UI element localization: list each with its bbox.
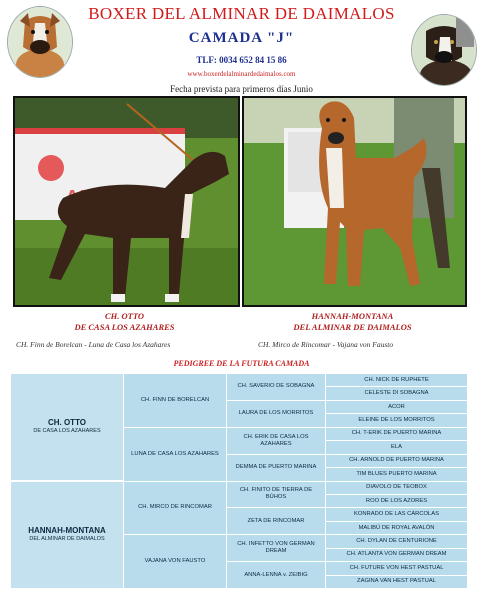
dam-name: HANNAH-MONTANA — [311, 311, 394, 321]
pedigree-dam-mother: VAJANA VON FAUSTO — [124, 535, 227, 589]
litter-title: CAMADA "J" — [188, 30, 295, 46]
sire-photo — [13, 96, 240, 307]
pedigree-gp-8: ANNA-LENNA v. ZEIBIG — [227, 562, 326, 589]
pedigree-title: PEDIGREE DE LA FUTURA CAMADA — [173, 359, 310, 368]
dam-fawn-boxer-image — [244, 98, 465, 305]
sire-lineage: CH. Finn de Borelcan - Luna de Casa los Azahares — [16, 340, 171, 349]
pedigree-ggp-8: TIM BLUES PUERTO MARINA — [326, 468, 468, 481]
expected-date-note: Fecha prevista para primeros días Junio — [170, 84, 313, 94]
pedigree-gp-6: ZETA DE RINCOMAR — [227, 508, 326, 535]
dam-lineage: CH. Mirco de Rincomar - Vajana von Fausto — [258, 340, 394, 349]
sire-pedigree-cell — [11, 374, 124, 482]
pedigree-sire-mother: LUNA DE CASA LOS AZAHARES — [124, 427, 227, 481]
pedigree-ggp-2: CELESTE DI SOBAGNA — [326, 387, 468, 400]
website-link[interactable]: www.boxerdelalminardedaimalos.com — [187, 70, 296, 78]
pedigree-gp-4: DEMMA DE PUERTO MARINA — [227, 454, 326, 481]
pedigree-ggp-1: CH. NICK DE RUPHETE — [326, 374, 468, 387]
pedigree-ggp-13: CH. DYLAN DE CENTURIONE — [326, 535, 468, 548]
pedigree-ggp-10: ROO DE LOS AZORES — [326, 494, 468, 507]
pedigree-dam-kennel: DEL ALMINAR DE DAIMALOS — [29, 536, 105, 542]
pedigree-sire-father: CH. FINN DE BORELCAN — [124, 374, 227, 428]
pedigree-gp-2: LAURA DE LOS MORRITOS — [227, 400, 326, 427]
kennel-title: BOXER DEL ALMINAR DE DAIMALOS — [88, 4, 395, 23]
pedigree-sire-kennel: DE CASA LOS AZAHARES — [33, 428, 101, 434]
pedigree-ggp-12: MALIBÚ DE ROYAL AVALÓN — [326, 521, 468, 534]
pedigree-ggp-4: ELEINE DE LOS MORRITOS — [326, 414, 468, 427]
sire-brindle-boxer-image — [15, 98, 238, 305]
pedigree-dam-name: HANNAH-MONTANA — [28, 526, 106, 535]
dam-photo — [242, 96, 467, 307]
pedigree-ggp-6: ELA — [326, 441, 468, 454]
table-row — [11, 481, 468, 494]
pedigree-gp-3: CH. ERIK DE CASA LOS AZAHARES — [227, 427, 326, 454]
sire-kennel: DE CASA LOS AZAHARES — [74, 322, 175, 332]
dam-kennel: DEL ALMINAR DE DAIMALOS — [293, 322, 412, 332]
pedigree-ggp-15: CH. FUTURE VON HEST PASTUAL — [326, 562, 468, 575]
sire-caption — [13, 311, 236, 333]
pedigree-ggp-5: CH. T-ERIK DE PUERTO MARINA — [326, 427, 468, 440]
pedigree-ggp-14: CH. ATLANTA VON GERMAN DREAM — [326, 548, 468, 561]
pedigree-ggp-9: DIAVOLO DE TEOBOX — [326, 481, 468, 494]
pedigree-gp-7: CH. INFETTO VON GERMAN DREAM — [227, 535, 326, 562]
phone-number: TLF: 0034 652 84 15 86 — [196, 55, 287, 65]
dam-caption — [242, 311, 463, 333]
sire-name: CH. OTTO — [104, 311, 145, 321]
pedigree-gp-5: CH. FINITO DE TIERRA DE BÚHOS — [227, 481, 326, 508]
table-row — [11, 374, 468, 387]
pedigree-dam-father: CH. MIRCO DE RINCOMAR — [124, 481, 227, 535]
pedigree-ggp-7: CH. ARNOLD DE PUERTO MARINA — [326, 454, 468, 467]
pedigree-ggp-3: ACOR — [326, 400, 468, 413]
pedigree-gp-1: CH. SAVERIO DE SOBAGNA — [227, 374, 326, 401]
dam-pedigree-cell — [11, 481, 124, 589]
pedigree-ggp-16: ZAGINA VAN HEST PASTUAL — [326, 575, 468, 588]
pedigree-ggp-11: KONRADO DE LAS CÁRCOLAS — [326, 508, 468, 521]
pedigree-sire-name: CH. OTTO — [47, 418, 87, 427]
pedigree-table — [10, 373, 468, 589]
